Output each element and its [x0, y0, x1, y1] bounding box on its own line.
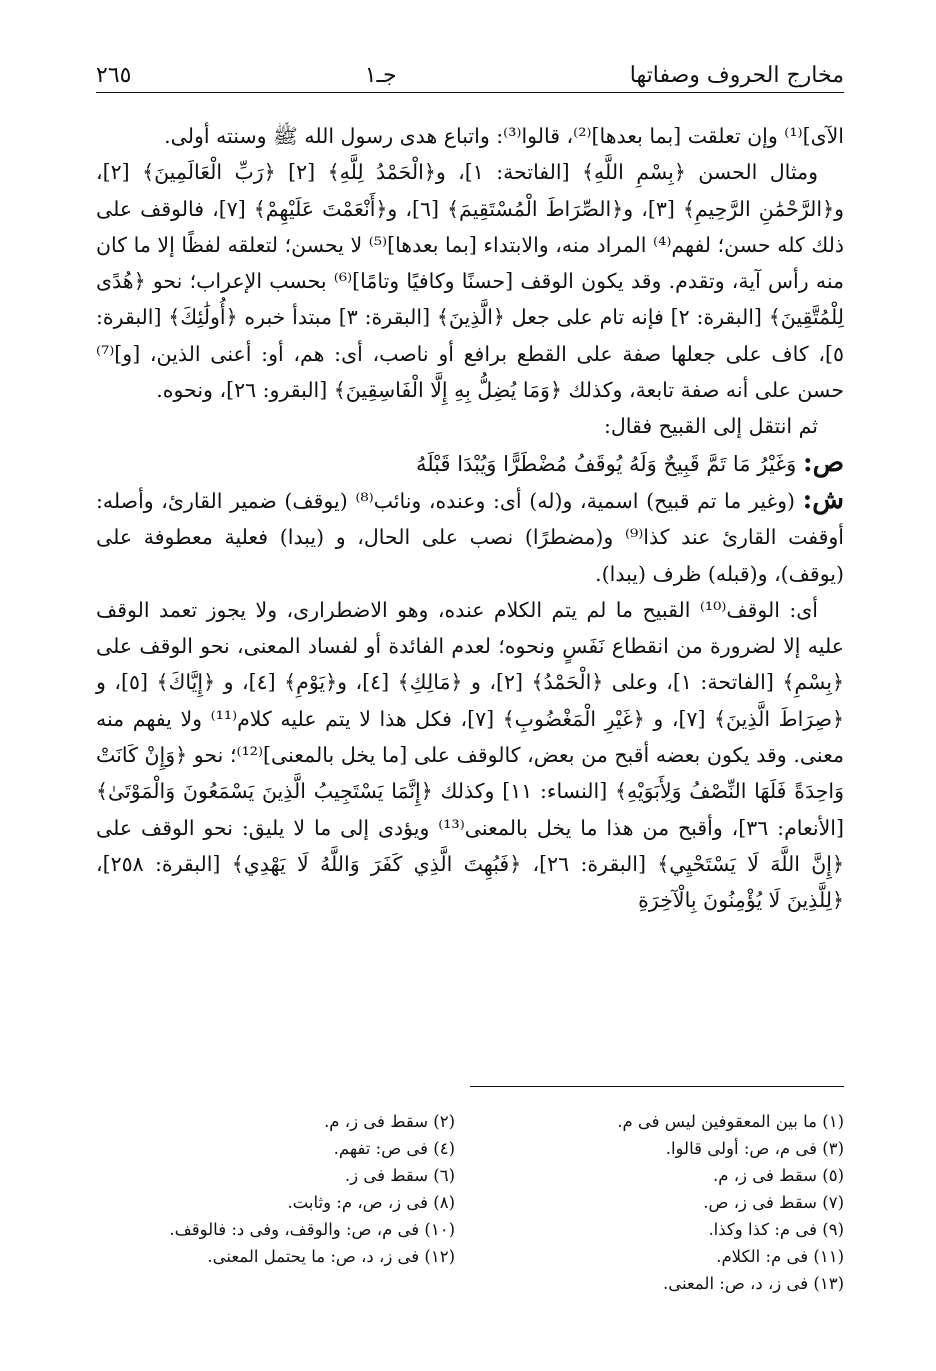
- footnote-9: (٩) فى م: كذا وكذا.: [708, 1220, 844, 1239]
- commentary-marker: ش:: [802, 484, 844, 515]
- running-header: [96, 52, 844, 93]
- paragraph-qabih: أى: الوقف⁽¹⁰⁾ القبيح ما لم يتم الكلام عنده، وهو الاضطرارى، ولا يجوز تعمد الوقف عليه إلا لضرورة من انقطاع نَفَسٍ ونحوه؛ لعدم الفائدة أو لفساد المعنى، نحو الوقف على ﴿بِسْمِ﴾ [الفاتحة: ١]، وعلى ﴿الْحَمْدُ﴾ [٢]، و ﴿مَالِكِ﴾ [٤]، و﴿يَوْمِ﴾ [٤]، و ﴿إِيَّاكَ﴾ [٥]، و ﴿صِرَاطَ الَّذِينَ﴾ [٧]، و ﴿غَيْرِ الْمَغْضُوبِ﴾ [٧]، فكل هذا لا يتم عليه كلام⁽¹¹⁾ ولا يفهم منه معنى. وقد يكون بعضه أقبح من بعض، كالوقف على [ما يخل بالمعنى]⁽¹²⁾؛ نحو ﴿وَإِنْ كَانَتْ وَاحِدَةً فَلَهَا النِّصْفُ وَلِأَبَوَيْهِ﴾ [النساء: ١١] وكذلك ﴿إِنَّمَا يَسْتَجِيبُ الَّذِينَ يَسْمَعُونَ وَالْمَوْتَىٰ﴾ [الأنعام: ٣٦]، وأقبح من هذا ما يخل بالمعنى⁽¹³⁾ ويؤدى إلى ما لا يليق: نحو الوقف على ﴿إِنَّ اللَّهَ لَا يَسْتَحْيِي﴾ [البقرة: ٢٦]، ﴿فَبُهِتَ الَّذِي كَفَرَ وَاللَّهُ لَا يَهْدِي﴾ [البقرة: ٢٥٨]، ﴿لِلَّذِينَ لَا يُؤْمِنُونَ بِالْآخِرَةِ: [96, 597, 845, 913]
- footnote-7: (٧) سقط فى ز، ص.: [703, 1193, 844, 1212]
- footnotes-right-column: [485, 1108, 844, 1297]
- verse-text: وَغَيْرُ مَا تَمَّ قَبِيحٌ وَلَهُ يُوقَفُ مُضْطَرًّا وَيُبْدَا قَبْلَهُ: [415, 451, 797, 476]
- footnote-13: (١٣) فى ز، د، ص: المعنى.: [662, 1274, 844, 1293]
- footnotes: [96, 1108, 844, 1297]
- main-text: [96, 118, 844, 919]
- footnote-11: (١١) فى م: الكلام.: [716, 1247, 844, 1266]
- footnote-12: (١٢) فى ز، د، ص: ما يحتمل المعنى.: [207, 1247, 456, 1266]
- page-number: ٢٦٥: [96, 63, 132, 88]
- paragraph-3: ثم انتقل إلى القبيح فقال:: [603, 414, 818, 439]
- footnote-10: (١٠) فى م، ص: والوقف، وفى د: فالوقف.: [169, 1220, 456, 1239]
- footnote-3: (٣) فى م، ص: أولى قالوا.: [665, 1139, 844, 1158]
- running-title: مخارج الحروف وصفاتها: [629, 63, 844, 88]
- footnote-separator: [470, 1086, 844, 1087]
- footnotes-left-column: [96, 1108, 455, 1297]
- verse-marker: ص:: [802, 447, 844, 478]
- footnote-1: (١) ما بين المعقوفين ليس فى م.: [617, 1112, 844, 1131]
- footnote-5: (٥) سقط فى ز، م.: [713, 1166, 844, 1185]
- footnote-6: (٦) سقط فى ز.: [344, 1166, 456, 1185]
- commentary-paragraph: [96, 482, 844, 592]
- footnote-8: (٨) فى ز، ص، م: وثابت.: [287, 1193, 456, 1212]
- footnote-2: (٢) سقط فى ز، م.: [324, 1112, 456, 1131]
- verse-line: [96, 445, 844, 482]
- footnote-4: (٤) فى ص: تفهم.: [333, 1139, 456, 1158]
- paragraph-1: الآى]⁽¹⁾ وإن تعلقت [بما بعدها]⁽²⁾، قالوا⁽³⁾: واتباع هدى رسول الله ﷺ وسنته أولى.: [164, 124, 844, 148]
- commentary-text: (وغير ما تم قبيح) اسمية، و(له) أى: وعنده، ونائب⁽⁸⁾ (يوقف) ضمير القارئ، وأصله: أوقفت القارئ عند كذا⁽⁹⁾ و(مضطرًا) نصب على الحال، و (يبدا) فعلية معطوفة على (يوقف)، و(قبله) ظرف (يبدا).: [96, 488, 844, 586]
- paragraph-2: ومثال الحسن ﴿بِسْمِ اللَّهِ﴾ [الفاتحة: ١]، و﴿الْحَمْدُ لِلَّهِ﴾ [٢] ﴿رَبِّ الْعَالَمِينَ﴾ [٢]، و﴿الرَّحْمَٰنِ الرَّحِيمِ﴾ [٣]، و﴿الصِّرَاطَ الْمُسْتَقِيمَ﴾ [٦]، و﴿أَنْعَمْتَ عَلَيْهِمْ﴾ [٧]، فالوقف على ذلك كله حسن؛ لفهم⁽⁴⁾ المراد منه، والابتداء [بما بعدها]⁽⁵⁾ لا يحسن؛ لتعلقه لفظًا إلا ما كان منه رأس آية، وتقدم. وقد يكون الوقف [حسنًا وكافيًا وتامًا]⁽⁶⁾ بحسب الإعراب؛ نحو ﴿هُدًى لِلْمُتَّقِينَ﴾ [البقرة: ٢] فإنه تام على جعل ﴿الَّذِينَ﴾ [البقرة: ٣] مبتدأ خبره ﴿أُولَٰئِكَ﴾ [البقرة: ٥]، كاف على جعلها صفة على القطع برافع أو ناصب، أى: هم، أو: أعنى الذين، [و]⁽⁷⁾ حسن على أنه صفة تابعة، وكذلك ﴿وَمَا يُضِلُّ بِهِ إِلَّا الْفَاسِقِينَ﴾ [البقرو: ٢٦]، ونحوه.: [96, 160, 845, 403]
- volume-label: جـ١: [364, 63, 397, 88]
